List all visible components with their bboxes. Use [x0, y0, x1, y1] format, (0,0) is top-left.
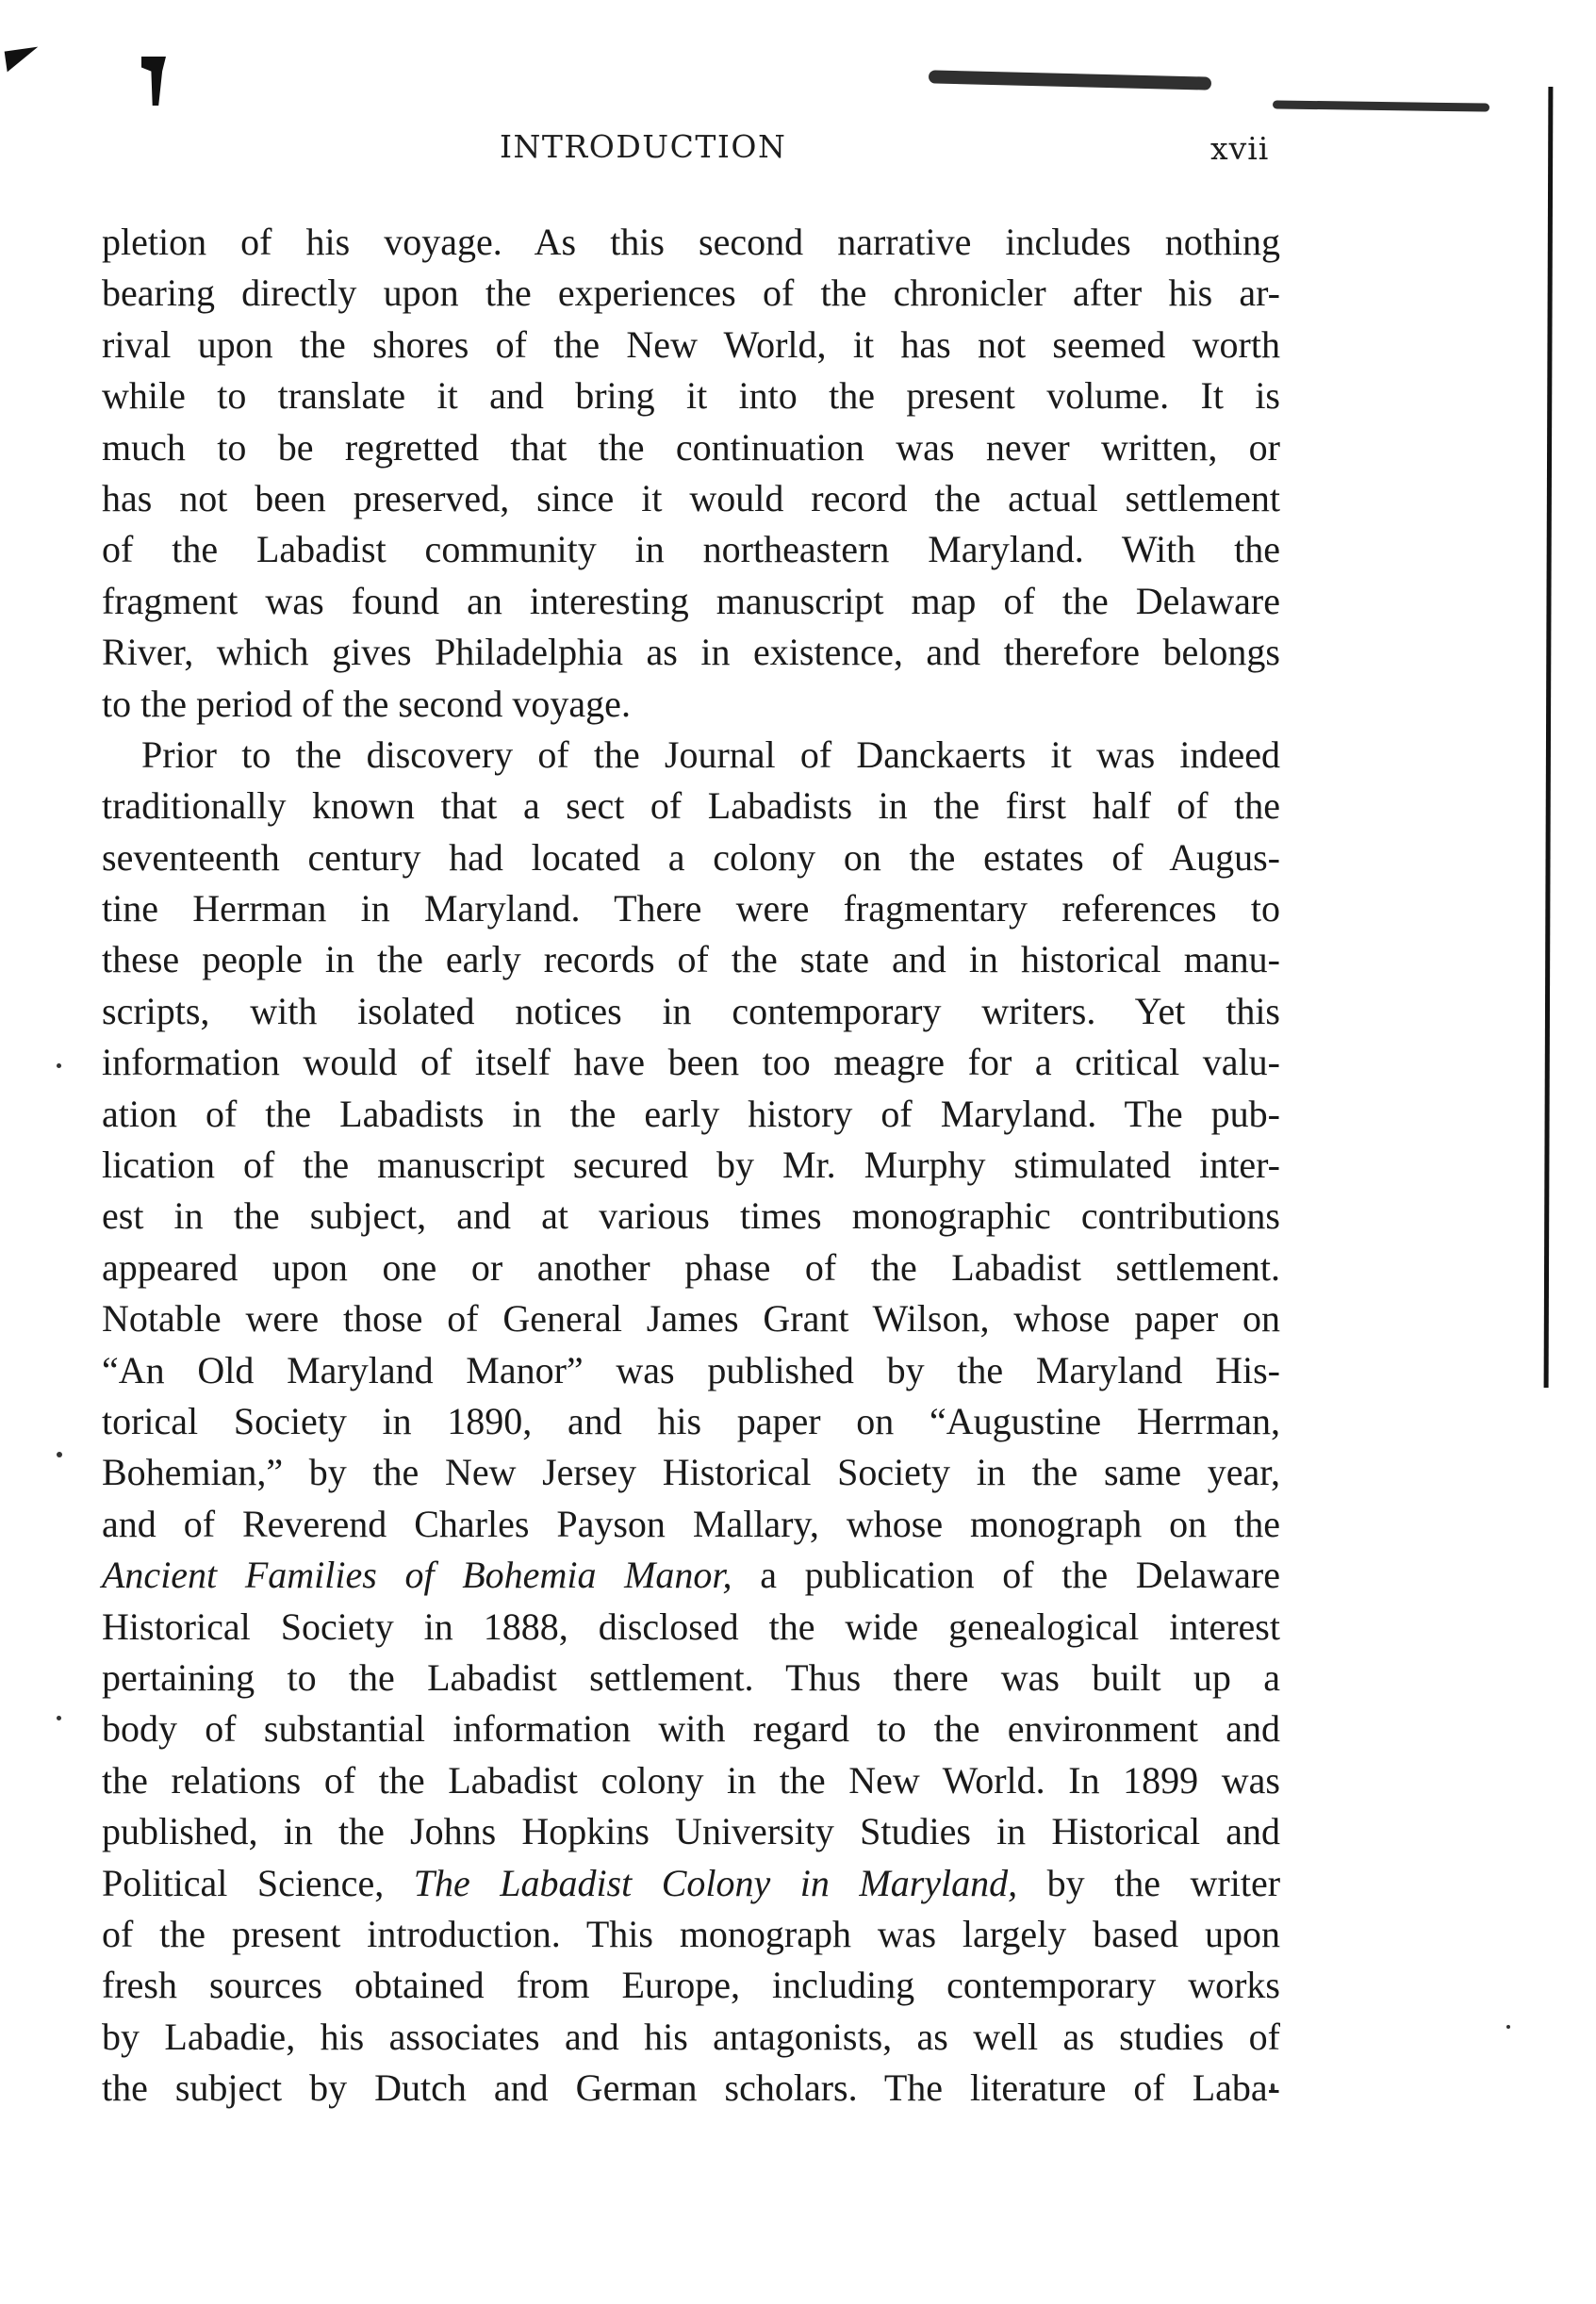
scan-speck: [57, 1716, 61, 1720]
text-line: seventeenth century had located a colony on the estates of Augus-: [102, 835, 1280, 879]
scan-mark-arrow: [5, 47, 41, 73]
text-line: pertaining to the Labadist settlement. Thus there was built up a: [102, 1655, 1280, 1699]
text-line-with-italic: [102, 1550, 1280, 1601]
text-line: fresh sources obtained from Europe, including contemporary works: [102, 1964, 1280, 2007]
text-line: the relations of the Labadist colony in the New World. In 1899 was: [102, 1758, 1280, 1802]
scan-mark-blot: [141, 57, 166, 106]
text-line: River, which gives Philadelphia as in existence, and therefore belongs: [102, 631, 1280, 674]
scan-speck: [1506, 2025, 1510, 2029]
italic-title: The Labadist Colony in Maryland,: [413, 1861, 1018, 1904]
text-line: rival upon the shores of the New World, it has not seemed worth: [102, 322, 1280, 366]
page-number: xvii: [1210, 130, 1270, 167]
text-line: torical Society in 1890, and his paper on “Augustine Herrman,: [102, 1399, 1280, 1442]
scan-smudge-top: [929, 70, 1211, 90]
text-line: published, in the Johns Hopkins University Studies in Historical and: [102, 1810, 1280, 1853]
text-line: scripts, with isolated notices in contemporary writers. Yet this: [102, 989, 1280, 1032]
text-line-with-italic: [102, 1858, 1280, 1909]
text-line: est in the subject, and at various times monographic contributions: [102, 1194, 1280, 1238]
running-header: [0, 128, 1596, 175]
line-text: a publication of the Delaware: [732, 1554, 1281, 1597]
text-line: traditionally known that a sect of Labadists in the first half of the: [102, 784, 1280, 828]
scan-smudge-top-right: [1273, 100, 1489, 111]
text-line: Prior to the discovery of the Journal of Danckaerts it was indeed: [141, 732, 1280, 776]
text-line: Historical Society in 1888, disclosed the wide genealogical interest: [102, 1605, 1280, 1648]
text-line: appeared upon one or another phase of the Labadist settlement.: [102, 1245, 1280, 1289]
text-line: of the Labadist community in northeastern Maryland. With the: [102, 528, 1280, 571]
text-line: has not been preserved, since it would record the actual settlement: [102, 476, 1280, 519]
text-line: lication of the manuscript secured by Mr. Murphy stimulated inter-: [102, 1144, 1280, 1187]
text-line: information would of itself have been too meagre for a critical valu-: [102, 1041, 1280, 1084]
page-edge-shadow: [1544, 87, 1554, 1388]
scan-speck: [57, 1063, 61, 1068]
text-line: Notable were those of General James Grant Wilson, whose paper on: [102, 1297, 1280, 1341]
scan-speck: [57, 1452, 62, 1457]
line-text: Political Science,: [102, 1861, 414, 1904]
text-line: of the present introduction. This monograph was largely based upon: [102, 1912, 1280, 1955]
text-line: pletion of his voyage. As this second narrative includes nothing: [102, 221, 1280, 263]
running-title: INTRODUCTION: [500, 128, 787, 165]
text-line: body of substantial information with regard to the environment and: [102, 1707, 1280, 1751]
body-text: [102, 217, 1280, 2114]
text-line: bearing directly upon the experiences of the chronicler after his ar-: [102, 272, 1280, 315]
text-line: Bohemian,” by the New Jersey Historical Society in the same year,: [102, 1451, 1280, 1494]
text-line: much to be regretted that the continuation was never written, or: [102, 425, 1280, 469]
italic-title: Ancient Families of Bohemia Manor,: [102, 1554, 732, 1597]
text-line: to the period of the second voyage.: [102, 682, 631, 725]
line-text: by the writer: [1017, 1861, 1281, 1904]
text-line: these people in the early records of the state and in historical manu-: [102, 938, 1280, 981]
text-line: fragment was found an interesting manuscript map of the Delaware: [102, 579, 1280, 622]
text-line: by Labadie, his associates and his antagonists, as well as studies of: [102, 2015, 1280, 2058]
text-line: and of Reverend Charles Payson Mallary, whose monograph on the: [102, 1502, 1280, 1545]
text-line: “An Old Maryland Manor” was published by the Maryland His-: [102, 1348, 1280, 1391]
text-line: while to translate it and bring it into the present volume. It is: [102, 374, 1280, 418]
text-line: the subject by Dutch and German scholars. The literature of Laba-: [102, 2066, 1280, 2110]
text-line: ation of the Labadists in the early history of Maryland. The pub-: [102, 1092, 1280, 1135]
text-line: tine Herrman in Maryland. There were fragmentary references to: [102, 887, 1280, 930]
